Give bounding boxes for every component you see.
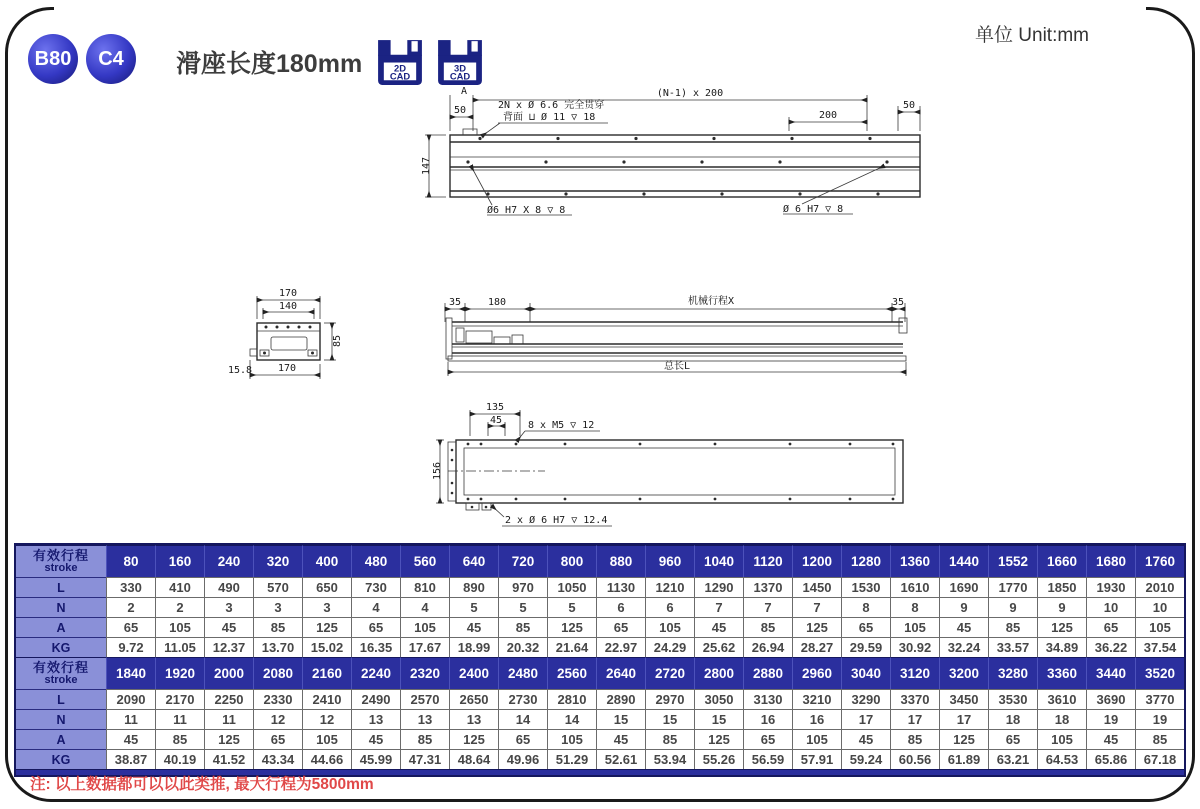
- cell-l: 3370: [890, 689, 939, 709]
- cell-l: 330: [106, 577, 155, 597]
- cell-a: 85: [400, 729, 449, 749]
- stroke-value-cell: 1040: [694, 545, 743, 577]
- stroke-value-cell: 1840: [106, 657, 155, 689]
- cell-a: 105: [155, 617, 204, 637]
- cell-a: 85: [988, 617, 1037, 637]
- stroke-value-cell: 1200: [792, 545, 841, 577]
- cell-l: 2810: [547, 689, 596, 709]
- cell-a: 125: [302, 617, 351, 637]
- table-row-kg: [16, 749, 1184, 769]
- cell-n: 3: [204, 597, 253, 617]
- total-length-label: 总长L: [663, 361, 691, 372]
- cell-a: 65: [841, 617, 890, 637]
- dim-15-8: 15.8: [228, 365, 253, 376]
- cell-a: 105: [1135, 617, 1184, 637]
- cell-a: 65: [596, 617, 645, 637]
- cell-n: 19: [1086, 709, 1135, 729]
- dim-50-right: 50: [902, 100, 916, 111]
- stroke-value-cell: 2640: [596, 657, 645, 689]
- cell-n: 9: [1037, 597, 1086, 617]
- cell-kg: 57.91: [792, 749, 841, 769]
- cell-l: 2650: [449, 689, 498, 709]
- cell-l: 1050: [547, 577, 596, 597]
- cell-l: 1130: [596, 577, 645, 597]
- dim-170-bottom: 170: [277, 363, 297, 374]
- stroke-value-cell: 400: [302, 545, 351, 577]
- cell-l: 570: [253, 577, 302, 597]
- cell-kg: 51.29: [547, 749, 596, 769]
- cell-kg: 15.02: [302, 637, 351, 657]
- stroke-label-en: stroke: [44, 561, 78, 574]
- dim-n1x200: (N-1) x 200: [656, 88, 724, 99]
- cell-l: 3050: [694, 689, 743, 709]
- cell-kg: 29.59: [841, 637, 890, 657]
- cell-a: 45: [204, 617, 253, 637]
- model-badge-b80: B80: [28, 34, 78, 84]
- stroke-value-cell: 1680: [1086, 545, 1135, 577]
- cell-kg: 13.70: [253, 637, 302, 657]
- stroke-value-cell: 2480: [498, 657, 547, 689]
- cell-kg: 67.18: [1135, 749, 1184, 769]
- cell-n: 6: [596, 597, 645, 617]
- cell-kg: 9.72: [106, 637, 155, 657]
- cell-a: 85: [155, 729, 204, 749]
- cell-n: 11: [204, 709, 253, 729]
- cell-kg: 60.56: [890, 749, 939, 769]
- drawing-plan-view: [432, 402, 903, 526]
- cell-kg: 11.05: [155, 637, 204, 657]
- row-label-n: N: [16, 709, 106, 729]
- cell-kg: 12.37: [204, 637, 253, 657]
- cell-n: 7: [792, 597, 841, 617]
- dim-200: 200: [818, 110, 838, 121]
- cell-l: 2890: [596, 689, 645, 709]
- cell-l: 1450: [792, 577, 841, 597]
- stroke-value-cell: 640: [449, 545, 498, 577]
- stroke-value-cell: 2320: [400, 657, 449, 689]
- cell-l: 3610: [1037, 689, 1086, 709]
- plan-hole-dots: [467, 443, 895, 501]
- stroke-value-cell: 1440: [939, 545, 988, 577]
- cell-a: 85: [890, 729, 939, 749]
- cell-n: 11: [106, 709, 155, 729]
- cell-n: 3: [302, 597, 351, 617]
- cell-l: 730: [351, 577, 400, 597]
- cell-n: 17: [890, 709, 939, 729]
- model-badge-c4: C4: [86, 34, 136, 84]
- stroke-value-cell: 2240: [351, 657, 400, 689]
- cell-a: 125: [694, 729, 743, 749]
- table-row-n: [16, 709, 1184, 729]
- cell-a: 65: [743, 729, 792, 749]
- cell-a: 45: [596, 729, 645, 749]
- row-label-a: A: [16, 617, 106, 637]
- cell-a: 125: [547, 617, 596, 637]
- cell-a: 45: [449, 617, 498, 637]
- cell-a: 105: [400, 617, 449, 637]
- cell-l: 3290: [841, 689, 890, 709]
- cell-l: 2250: [204, 689, 253, 709]
- cell-a: 85: [645, 729, 694, 749]
- stroke-value-cell: 1760: [1135, 545, 1184, 577]
- dim-45: 45: [489, 415, 503, 426]
- row-label-n: N: [16, 597, 106, 617]
- cell-l: 2490: [351, 689, 400, 709]
- cell-kg: 45.99: [351, 749, 400, 769]
- cell-kg: 56.59: [743, 749, 792, 769]
- cell-l: 1850: [1037, 577, 1086, 597]
- stroke-header-row: [16, 657, 1184, 689]
- cell-a: 105: [302, 729, 351, 749]
- cell-a: 105: [547, 729, 596, 749]
- stroke-value-cell: 2160: [302, 657, 351, 689]
- cell-l: 2410: [302, 689, 351, 709]
- cell-n: 9: [939, 597, 988, 617]
- cell-kg: 32.24: [939, 637, 988, 657]
- stroke-value-cell: 1120: [743, 545, 792, 577]
- cell-n: 9: [988, 597, 1037, 617]
- cell-a: 125: [939, 729, 988, 749]
- cell-n: 14: [547, 709, 596, 729]
- stroke-value-cell: 1280: [841, 545, 890, 577]
- cad-2d-line1: 2D: [394, 62, 406, 74]
- cell-n: 4: [400, 597, 449, 617]
- cell-l: 1530: [841, 577, 890, 597]
- cad-3d-line1: 3D: [454, 62, 466, 74]
- spec-table: [14, 543, 1186, 777]
- cell-l: 3210: [792, 689, 841, 709]
- cell-a: 125: [204, 729, 253, 749]
- stroke-label-cn: 有效行程: [32, 659, 89, 675]
- cell-l: 2730: [498, 689, 547, 709]
- cell-a: 65: [253, 729, 302, 749]
- cell-kg: 17.67: [400, 637, 449, 657]
- cell-kg: 36.22: [1086, 637, 1135, 657]
- cell-a: 45: [939, 617, 988, 637]
- dim-156: 156: [432, 461, 443, 481]
- cell-n: 16: [743, 709, 792, 729]
- cell-a: 85: [743, 617, 792, 637]
- stroke-value-cell: 3520: [1135, 657, 1184, 689]
- cell-a: 65: [988, 729, 1037, 749]
- stroke-value-cell: 2720: [645, 657, 694, 689]
- cell-l: 3130: [743, 689, 792, 709]
- cell-kg: 47.31: [400, 749, 449, 769]
- cell-kg: 59.24: [841, 749, 890, 769]
- cell-n: 13: [449, 709, 498, 729]
- cell-n: 5: [449, 597, 498, 617]
- cell-n: 7: [743, 597, 792, 617]
- cell-a: 65: [351, 617, 400, 637]
- stroke-value-cell: 560: [400, 545, 449, 577]
- cell-n: 18: [1037, 709, 1086, 729]
- cell-l: 810: [400, 577, 449, 597]
- table-row-a: [16, 617, 1184, 637]
- cell-kg: 24.29: [645, 637, 694, 657]
- cell-n: 19: [1135, 709, 1184, 729]
- stroke-value-cell: 960: [645, 545, 694, 577]
- cell-l: 2010: [1135, 577, 1184, 597]
- stroke-value-cell: 2560: [547, 657, 596, 689]
- stroke-value-cell: 800: [547, 545, 596, 577]
- stroke-value-cell: 1660: [1037, 545, 1086, 577]
- cell-n: 18: [988, 709, 1037, 729]
- stroke-label-cn: 有效行程: [32, 547, 89, 563]
- cell-n: 5: [498, 597, 547, 617]
- cell-kg: 65.86: [1086, 749, 1135, 769]
- row-label-l: L: [16, 689, 106, 709]
- dim-35-right: 35: [891, 297, 905, 308]
- stroke-value-cell: 160: [155, 545, 204, 577]
- row-label-kg: KG: [16, 637, 106, 657]
- cell-n: 12: [302, 709, 351, 729]
- dim-135: 135: [485, 402, 505, 413]
- cell-a: 45: [694, 617, 743, 637]
- cell-l: 1690: [939, 577, 988, 597]
- cell-kg: 21.64: [547, 637, 596, 657]
- drawing-rail-profile: [421, 86, 920, 216]
- stroke-value-cell: 3440: [1086, 657, 1135, 689]
- cell-kg: 48.64: [449, 749, 498, 769]
- hole-note-line1: 2N x Ø 6.6 完全贯穿: [498, 100, 605, 111]
- cell-l: 2170: [155, 689, 204, 709]
- cell-a: 85: [1135, 729, 1184, 749]
- m5-note: 8 x M5 ▽ 12: [528, 420, 595, 431]
- cell-n: 15: [596, 709, 645, 729]
- cell-l: 410: [155, 577, 204, 597]
- stroke-value-cell: 240: [204, 545, 253, 577]
- cell-kg: 53.94: [645, 749, 694, 769]
- cell-kg: 37.54: [1135, 637, 1184, 657]
- stroke-value-cell: 3360: [1037, 657, 1086, 689]
- table-row-l: [16, 689, 1184, 709]
- cell-a: 105: [1037, 729, 1086, 749]
- stroke-value-cell: 1360: [890, 545, 939, 577]
- cell-n: 8: [890, 597, 939, 617]
- stroke-x-label: 机械行程X: [687, 296, 735, 307]
- dim-147: 147: [421, 156, 432, 176]
- cell-n: 13: [400, 709, 449, 729]
- cell-l: 3770: [1135, 689, 1184, 709]
- stroke-value-cell: 2800: [694, 657, 743, 689]
- cell-kg: 63.21: [988, 749, 1037, 769]
- cell-n: 3: [253, 597, 302, 617]
- stroke-value-cell: 480: [351, 545, 400, 577]
- cad-3d-line2: CAD: [449, 70, 471, 82]
- stroke-value-cell: 80: [106, 545, 155, 577]
- cell-l: 1610: [890, 577, 939, 597]
- cell-a: 125: [792, 617, 841, 637]
- cell-a: 105: [890, 617, 939, 637]
- cell-l: 970: [498, 577, 547, 597]
- row-label-a: A: [16, 729, 106, 749]
- cell-l: 2970: [645, 689, 694, 709]
- cell-l: 1290: [694, 577, 743, 597]
- stroke-value-cell: 3280: [988, 657, 1037, 689]
- cell-kg: 52.61: [596, 749, 645, 769]
- dim-35-left: 35: [448, 297, 462, 308]
- dim-180: 180: [487, 297, 507, 308]
- dim-140: 140: [278, 301, 298, 312]
- cell-l: 3690: [1086, 689, 1135, 709]
- cell-n: 10: [1086, 597, 1135, 617]
- cell-kg: 40.19: [155, 749, 204, 769]
- cell-l: 1210: [645, 577, 694, 597]
- cell-a: 105: [645, 617, 694, 637]
- stroke-header-cell: [16, 657, 106, 689]
- cell-kg: 55.26: [694, 749, 743, 769]
- cell-n: 8: [841, 597, 890, 617]
- cell-kg: 44.66: [302, 749, 351, 769]
- table-row-n: [16, 597, 1184, 617]
- dim-85: 85: [332, 334, 343, 348]
- cell-n: 6: [645, 597, 694, 617]
- cell-n: 10: [1135, 597, 1184, 617]
- drawing-cross-section: [228, 288, 343, 379]
- cell-kg: 43.34: [253, 749, 302, 769]
- stroke-header-row: [16, 545, 1184, 577]
- cell-n: 2: [155, 597, 204, 617]
- h7-note: 2 x Ø 6 H7 ▽ 12.4: [505, 515, 608, 526]
- stroke-value-cell: 1920: [155, 657, 204, 689]
- dim-a: A: [460, 86, 468, 97]
- hole-note-line2: 背面 ⊔ Ø 11 ▽ 18: [503, 112, 596, 123]
- cell-kg: 38.87: [106, 749, 155, 769]
- cell-kg: 26.94: [743, 637, 792, 657]
- stroke-header-cell: [16, 545, 106, 577]
- cell-kg: 30.92: [890, 637, 939, 657]
- cell-a: 85: [498, 617, 547, 637]
- cell-kg: 64.53: [1037, 749, 1086, 769]
- cell-n: 5: [547, 597, 596, 617]
- cell-l: 490: [204, 577, 253, 597]
- cell-l: 890: [449, 577, 498, 597]
- cell-kg: 20.32: [498, 637, 547, 657]
- cell-kg: 49.96: [498, 749, 547, 769]
- drawing-side-view: [445, 294, 907, 376]
- cell-l: 1770: [988, 577, 1037, 597]
- cell-l: 2330: [253, 689, 302, 709]
- cell-a: 85: [253, 617, 302, 637]
- table-row-l: [16, 577, 1184, 597]
- cell-a: 45: [841, 729, 890, 749]
- stroke-value-cell: 2880: [743, 657, 792, 689]
- stroke-value-cell: 3200: [939, 657, 988, 689]
- cell-n: 4: [351, 597, 400, 617]
- stroke-value-cell: 3040: [841, 657, 890, 689]
- cell-l: 650: [302, 577, 351, 597]
- cell-l: 2570: [400, 689, 449, 709]
- stroke-value-cell: 1552: [988, 545, 1037, 577]
- stroke-value-cell: 2400: [449, 657, 498, 689]
- dim-50-left: 50: [453, 105, 467, 116]
- stroke-value-cell: 720: [498, 545, 547, 577]
- cell-l: 2090: [106, 689, 155, 709]
- cell-l: 1370: [743, 577, 792, 597]
- cell-kg: 25.62: [694, 637, 743, 657]
- cell-n: 17: [939, 709, 988, 729]
- cell-kg: 41.52: [204, 749, 253, 769]
- cell-kg: 33.57: [988, 637, 1037, 657]
- cell-n: 17: [841, 709, 890, 729]
- stroke-label-en: stroke: [44, 673, 78, 686]
- stroke-value-cell: 2000: [204, 657, 253, 689]
- cell-n: 12: [253, 709, 302, 729]
- cell-a: 125: [1037, 617, 1086, 637]
- cell-a: 105: [792, 729, 841, 749]
- cell-kg: 61.89: [939, 749, 988, 769]
- cell-kg: 16.35: [351, 637, 400, 657]
- row-label-kg: KG: [16, 749, 106, 769]
- cell-kg: 18.99: [449, 637, 498, 657]
- hole-label-left: Ø6 H7 X 8 ▽ 8: [487, 205, 566, 216]
- cell-a: 45: [106, 729, 155, 749]
- cell-kg: 22.97: [596, 637, 645, 657]
- table-row-kg: [16, 637, 1184, 657]
- cell-a: 65: [106, 617, 155, 637]
- unit-label: 单位 Unit:mm: [975, 25, 1090, 46]
- footer-note: 注: 以上数据都可以以此类推, 最大行程为5800mm: [30, 776, 374, 793]
- stroke-value-cell: 3120: [890, 657, 939, 689]
- cell-l: 3530: [988, 689, 1037, 709]
- cad-2d-line2: CAD: [389, 70, 411, 82]
- cell-n: 14: [498, 709, 547, 729]
- cell-n: 11: [155, 709, 204, 729]
- cell-n: 2: [106, 597, 155, 617]
- stroke-value-cell: 2960: [792, 657, 841, 689]
- cell-n: 15: [645, 709, 694, 729]
- cell-n: 7: [694, 597, 743, 617]
- stroke-value-cell: 2080: [253, 657, 302, 689]
- cell-l: 1930: [1086, 577, 1135, 597]
- cell-kg: 28.27: [792, 637, 841, 657]
- row-label-l: L: [16, 577, 106, 597]
- cell-a: 65: [1086, 617, 1135, 637]
- hole-dots-top: [466, 137, 888, 196]
- cell-l: 3450: [939, 689, 988, 709]
- hole-label-right: Ø 6 H7 ▽ 8: [783, 204, 844, 215]
- cell-a: 125: [449, 729, 498, 749]
- table-row-a: [16, 729, 1184, 749]
- dim-170-top: 170: [278, 288, 298, 299]
- cell-n: 13: [351, 709, 400, 729]
- cell-a: 65: [498, 729, 547, 749]
- cell-a: 45: [1086, 729, 1135, 749]
- cell-a: 45: [351, 729, 400, 749]
- stroke-value-cell: 880: [596, 545, 645, 577]
- stroke-value-cell: 320: [253, 545, 302, 577]
- cell-n: 16: [792, 709, 841, 729]
- page-title: 滑座长度180mm: [176, 50, 363, 78]
- cell-n: 15: [694, 709, 743, 729]
- cell-kg: 34.89: [1037, 637, 1086, 657]
